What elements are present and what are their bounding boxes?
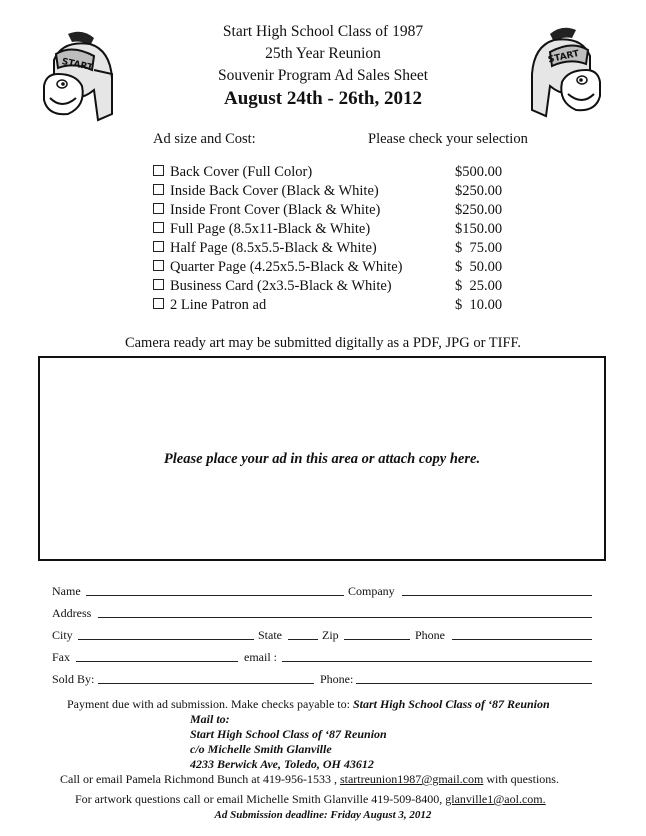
ad-option-full-page[interactable]: Full Page (8.5x11-Black & White) $150.00 [153,220,513,239]
form-row-name [52,583,592,599]
email-label: email : [244,650,277,664]
price: $ 50.00 [455,259,503,275]
camera-ready-note: Camera ready art may be submitted digitally as a PDF, JPG or TIFF. [124,335,522,351]
checkbox[interactable] [153,184,164,195]
price: $150.00 [455,221,503,237]
zip-label: Zip [322,628,339,642]
ad-option-quarter-page[interactable]: Quarter Page (4.25x5.5-Black & White) $ 50.00 [153,258,513,277]
price: $250.00 [455,202,503,218]
price: $500.00 [455,164,503,180]
fax-label: Fax [52,650,70,664]
name-label: Name [52,584,81,598]
deadline-note: Ad Submission deadline: Friday August 3, 2012 [214,809,432,821]
state-label: State [258,628,282,642]
form-row-sold-by [52,671,592,687]
city-field[interactable] [78,639,254,640]
sold-by-label: Sold By: [52,672,95,686]
address-field[interactable] [98,617,592,618]
check-selection-header: Please check your selection [368,131,528,147]
email-link-1[interactable]: startreunion1987@gmail.com [339,772,484,786]
svg-text:START: START [60,56,94,74]
checkbox[interactable] [153,241,164,252]
ad-option-inside-back-cover[interactable]: Inside Back Cover (Black & White) $250.00 [153,182,513,201]
contact-line-1: Call or email Pamela Richmond Bunch at 419-956-1533 , startreunion1987@gmail.com with questions. [60,772,559,786]
payable-to: Start High School Class of ‘87 Reunion [352,697,550,711]
header-line-2: 25th Year Reunion [265,45,381,62]
email-field[interactable] [282,661,592,662]
payment-note: Payment due with ad submission. Make checks payable to: Start High School Class of ‘87 Reunion [67,697,550,711]
company-label: Company [348,584,395,598]
phone2-label: Phone: [320,672,354,686]
phone-field[interactable] [452,639,592,640]
ad-option-half-page[interactable]: Half Page (8.5x5.5-Black & White) $ 75.00 [153,239,513,258]
fax-field[interactable] [76,661,238,662]
form-row-fax [52,649,592,665]
checkbox[interactable] [153,298,164,309]
sold-by-field[interactable] [98,683,314,684]
address-label: Address [52,606,92,620]
price: $250.00 [455,183,503,199]
mail-line-1: Start High School Class of ‘87 Reunion [190,727,387,741]
ad-option-business-card[interactable]: Business Card (2x3.5-Black & White) $ 25.00 [153,277,513,296]
contact-line-2: For artwork questions call or email Michelle Smith Glanville 419-509-8400, glanville1@aol.com. [75,792,546,806]
ad-option-patron-ad[interactable]: 2 Line Patron ad $ 10.00 [153,296,513,315]
svg-text:START: START [547,49,581,66]
checkbox[interactable] [153,222,164,233]
checkbox[interactable] [153,260,164,271]
ad-size-header: Ad size and Cost: [153,131,256,147]
ad-option-back-cover[interactable]: Back Cover (Full Color) $500.00 [153,163,513,182]
header-line-3: Souvenir Program Ad Sales Sheet [217,67,429,84]
zip-field[interactable] [344,639,410,640]
form-row-address [52,605,592,621]
mail-line-2: c/o Michelle Smith Glanville [190,742,332,756]
company-field[interactable] [402,595,592,596]
checkbox[interactable] [153,203,164,214]
price: $ 10.00 [455,297,503,313]
ad-option-inside-front-cover[interactable]: Inside Front Cover (Black & White) $250.00 [153,201,513,220]
ad-placement-message: Please place your ad in this area or attach copy here. [163,451,481,467]
phone-label: Phone [415,628,445,642]
mail-line-3: 4233 Berwick Ave, Toledo, OH 43612 [190,757,374,771]
state-field[interactable] [288,639,318,640]
name-field[interactable] [86,595,344,596]
price: $ 75.00 [455,240,503,256]
event-date: August 24th - 26th, 2012 [224,88,422,109]
checkbox[interactable] [153,279,164,290]
ad-placement-area[interactable] [38,356,606,561]
form-row-city [52,627,592,643]
header-line-1: Start High School Class of 1987 [222,23,424,40]
email-link-2[interactable]: glanville1@aol.com. [445,792,546,806]
price: $ 25.00 [455,278,503,294]
phone2-field[interactable] [356,683,592,684]
mail-to-label: Mail to: [190,712,230,726]
checkbox[interactable] [153,165,164,176]
city-label: City [52,628,73,642]
